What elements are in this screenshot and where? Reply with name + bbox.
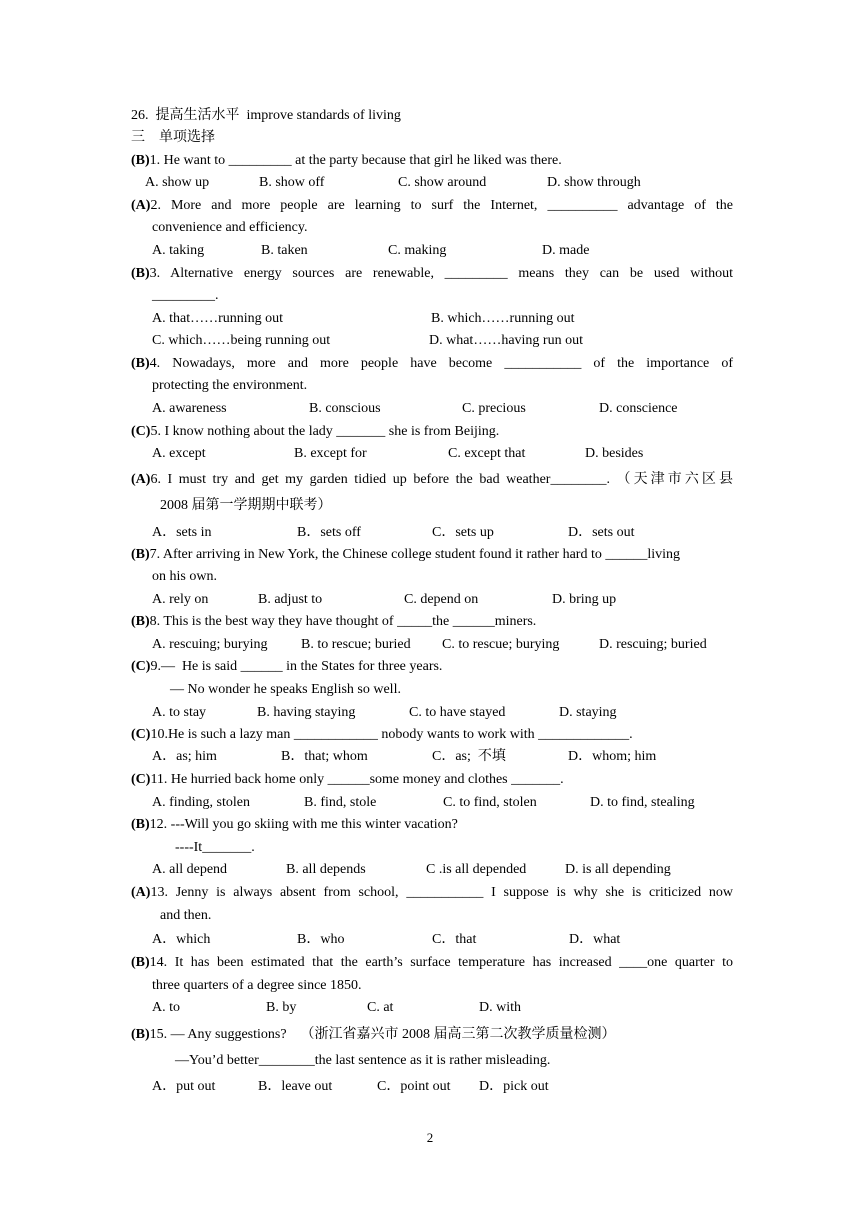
option-b: B. having staying [257, 705, 356, 720]
option-a: A. to [152, 1000, 180, 1015]
option-b: B. which……running out [431, 311, 575, 326]
option-c: C．that [432, 932, 477, 947]
question-5-stem [131, 423, 733, 441]
option-c: C. making [388, 243, 447, 258]
answer-key: (A) [131, 198, 151, 213]
option-a: A. show up [145, 175, 210, 190]
question-3-options-row2 [0, 332, 860, 350]
option-b: B. show off [259, 175, 325, 190]
question-text: 7. After arriving in New York, the Chinese college student found it rather hard to ______living [149, 547, 681, 562]
question-1-options [0, 174, 860, 192]
question-text: 14. It has been estimated that the earth’s surface temperature has increased ____one quarter to [149, 955, 733, 970]
question-text: 12. ---Will you go skiing with me this winter vacation? [149, 817, 458, 832]
option-d: D. made [542, 243, 590, 258]
question-text: 10.He is such a lazy man ____________ nobody wants to work with _____________. [150, 727, 633, 742]
question-2-options [0, 242, 860, 260]
option-a: A. awareness [152, 401, 227, 416]
question-9-options [0, 704, 860, 722]
option-b: B．sets off [297, 525, 361, 540]
option-d: D. besides [585, 446, 644, 461]
question-4-stem-cont: protecting the environment. [152, 378, 308, 393]
option-c: C．as; 不填 [432, 749, 506, 764]
question-13-options [0, 931, 860, 949]
option-d: D. to find, stealing [590, 795, 695, 810]
question-text: 6. I must try and get my garden tidied up before the bad weather________. （天津市六区县 [150, 472, 733, 487]
option-b: B. except for [294, 446, 367, 461]
question-14-options [0, 999, 860, 1017]
question-12-stem-cont: ----It_______. [175, 840, 255, 855]
option-a: A．sets in [152, 525, 212, 540]
question-3-stem-cont: _________. [152, 288, 219, 303]
question-10-stem [131, 726, 733, 744]
question-1-stem [131, 152, 733, 170]
question-11-stem [131, 771, 733, 789]
option-b: B．that; whom [281, 749, 368, 764]
question-14-stem-cont: three quarters of a degree since 1850. [152, 978, 362, 993]
question-2-stem-cont: convenience and efficiency. [152, 220, 308, 235]
option-b: B. adjust to [258, 592, 323, 607]
answer-key: (C) [131, 424, 151, 439]
option-a: A. except [152, 446, 206, 461]
option-c: C．sets up [432, 525, 494, 540]
option-c: C. except that [448, 446, 526, 461]
option-a: A．which [152, 932, 211, 947]
question-text: 4. Nowadays, more and more people have become ___________ of the importance of [149, 356, 733, 371]
question-7-stem-cont: on his own. [152, 569, 217, 584]
option-d: D. show through [547, 175, 641, 190]
option-c: C. to rescue; burying [442, 637, 560, 652]
option-b: B．leave out [258, 1079, 333, 1094]
question-text: 5. I know nothing about the lady _______ she is from Beijing. [150, 424, 500, 439]
option-b: B. find, stole [304, 795, 377, 810]
option-c: C. to have stayed [409, 705, 506, 720]
option-a: A. that……running out [152, 311, 284, 326]
option-b: B. to rescue; buried [301, 637, 411, 652]
option-d: D．what [569, 932, 621, 947]
answer-key: (C) [131, 727, 151, 742]
option-b: B. by [266, 1000, 297, 1015]
answer-key: (A) [131, 472, 151, 487]
question-15-stem-cont: —You’d better________the last sentence as it is rather misleading. [175, 1053, 551, 1068]
option-c: C. at [367, 1000, 394, 1015]
question-6-stem-cont: 2008 届第一学期期中联考） [160, 498, 332, 513]
question-7-options [0, 591, 860, 609]
option-d: D. staying [559, 705, 617, 720]
option-b: B. conscious [309, 401, 381, 416]
option-c: C. to find, stolen [443, 795, 537, 810]
answer-key: (A) [131, 885, 151, 900]
question-text: 9.— He is said ______ in the States for three years. [150, 659, 443, 674]
answer-key: (B) [131, 153, 150, 168]
option-c: C .is all depended [426, 862, 527, 877]
question-9-stem-cont: — No wonder he speaks English so well. [170, 682, 401, 697]
option-b: B. taken [261, 243, 308, 258]
option-c: C. which……being running out [152, 333, 331, 348]
option-c: C. depend on [404, 592, 479, 607]
option-d: D．whom; him [568, 749, 657, 764]
question-13-stem [131, 884, 733, 902]
option-d: D. rescuing; buried [599, 637, 707, 652]
answer-key: (B) [131, 547, 150, 562]
option-d: D. conscience [599, 401, 678, 416]
answer-key: (B) [131, 614, 150, 629]
question-8-stem [131, 613, 733, 631]
option-a: A. taking [152, 243, 205, 258]
option-a: A. rely on [152, 592, 209, 607]
answer-key: (B) [131, 356, 150, 371]
question-text: 15. — Any suggestions? （浙江省嘉兴市 2008 届高三第二次教学质量检测） [149, 1027, 616, 1042]
question-4-options [0, 400, 860, 418]
option-d: D. is all depending [565, 862, 671, 877]
question-12-stem [131, 816, 733, 834]
option-a: A. all depend [152, 862, 228, 877]
option-c: C. precious [462, 401, 526, 416]
question-text: 3. Alternative energy sources are renewable, _________ means they can be used without [149, 266, 733, 281]
vocab-item-26: 26. 提高生活水平 improve standards of living [131, 108, 401, 123]
option-c: C．point out [377, 1079, 451, 1094]
question-6-options [0, 524, 860, 542]
option-a: A. rescuing; burying [152, 637, 268, 652]
option-a: A．put out [152, 1079, 216, 1094]
answer-key: (B) [131, 955, 150, 970]
question-2-stem [131, 197, 733, 215]
answer-key: (C) [131, 659, 151, 674]
question-6-stem [131, 471, 733, 489]
option-d: D. with [479, 1000, 521, 1015]
question-15-options [0, 1078, 860, 1096]
question-8-options [0, 636, 860, 654]
question-15-stem [131, 1026, 733, 1044]
option-c: C. show around [398, 175, 487, 190]
question-12-options [0, 861, 860, 879]
answer-key: (C) [131, 772, 151, 787]
option-a: A. finding, stolen [152, 795, 250, 810]
question-4-stem [131, 355, 733, 373]
option-d: D. what……having run out [429, 333, 583, 348]
option-b: B. all depends [286, 862, 366, 877]
option-b: B．who [297, 932, 345, 947]
answer-key: (B) [131, 266, 150, 281]
answer-key: (B) [131, 817, 150, 832]
question-3-options-row1 [0, 310, 860, 328]
question-11-options [0, 794, 860, 812]
option-d: D．sets out [568, 525, 635, 540]
option-a: A. to stay [152, 705, 207, 720]
section-heading: 三 单项选择 [131, 130, 215, 145]
option-d: D. bring up [552, 592, 617, 607]
question-text: 2. More and more people are learning to surf the Internet, __________ advantage of the [150, 198, 733, 213]
question-9-stem [131, 658, 733, 676]
question-text: 8. This is the best way they have thought of _____the ______miners. [149, 614, 537, 629]
question-text: 11. He hurried back home only ______some money and clothes _______. [150, 772, 564, 787]
question-3-stem [131, 265, 733, 283]
option-a: A．as; him [152, 749, 217, 764]
question-7-stem [131, 546, 733, 564]
page-number: 2 [426, 1130, 434, 1145]
question-14-stem [131, 954, 733, 972]
question-text: 1. He want to _________ at the party because that girl he liked was there. [149, 153, 562, 168]
question-text: 13. Jenny is always absent from school, ___________ I suppose is why she is criticized now [150, 885, 733, 900]
question-13-stem-cont: and then. [160, 908, 212, 923]
answer-key: (B) [131, 1027, 150, 1042]
question-10-options [0, 748, 860, 766]
question-5-options [0, 445, 860, 463]
option-d: D．pick out [479, 1079, 549, 1094]
